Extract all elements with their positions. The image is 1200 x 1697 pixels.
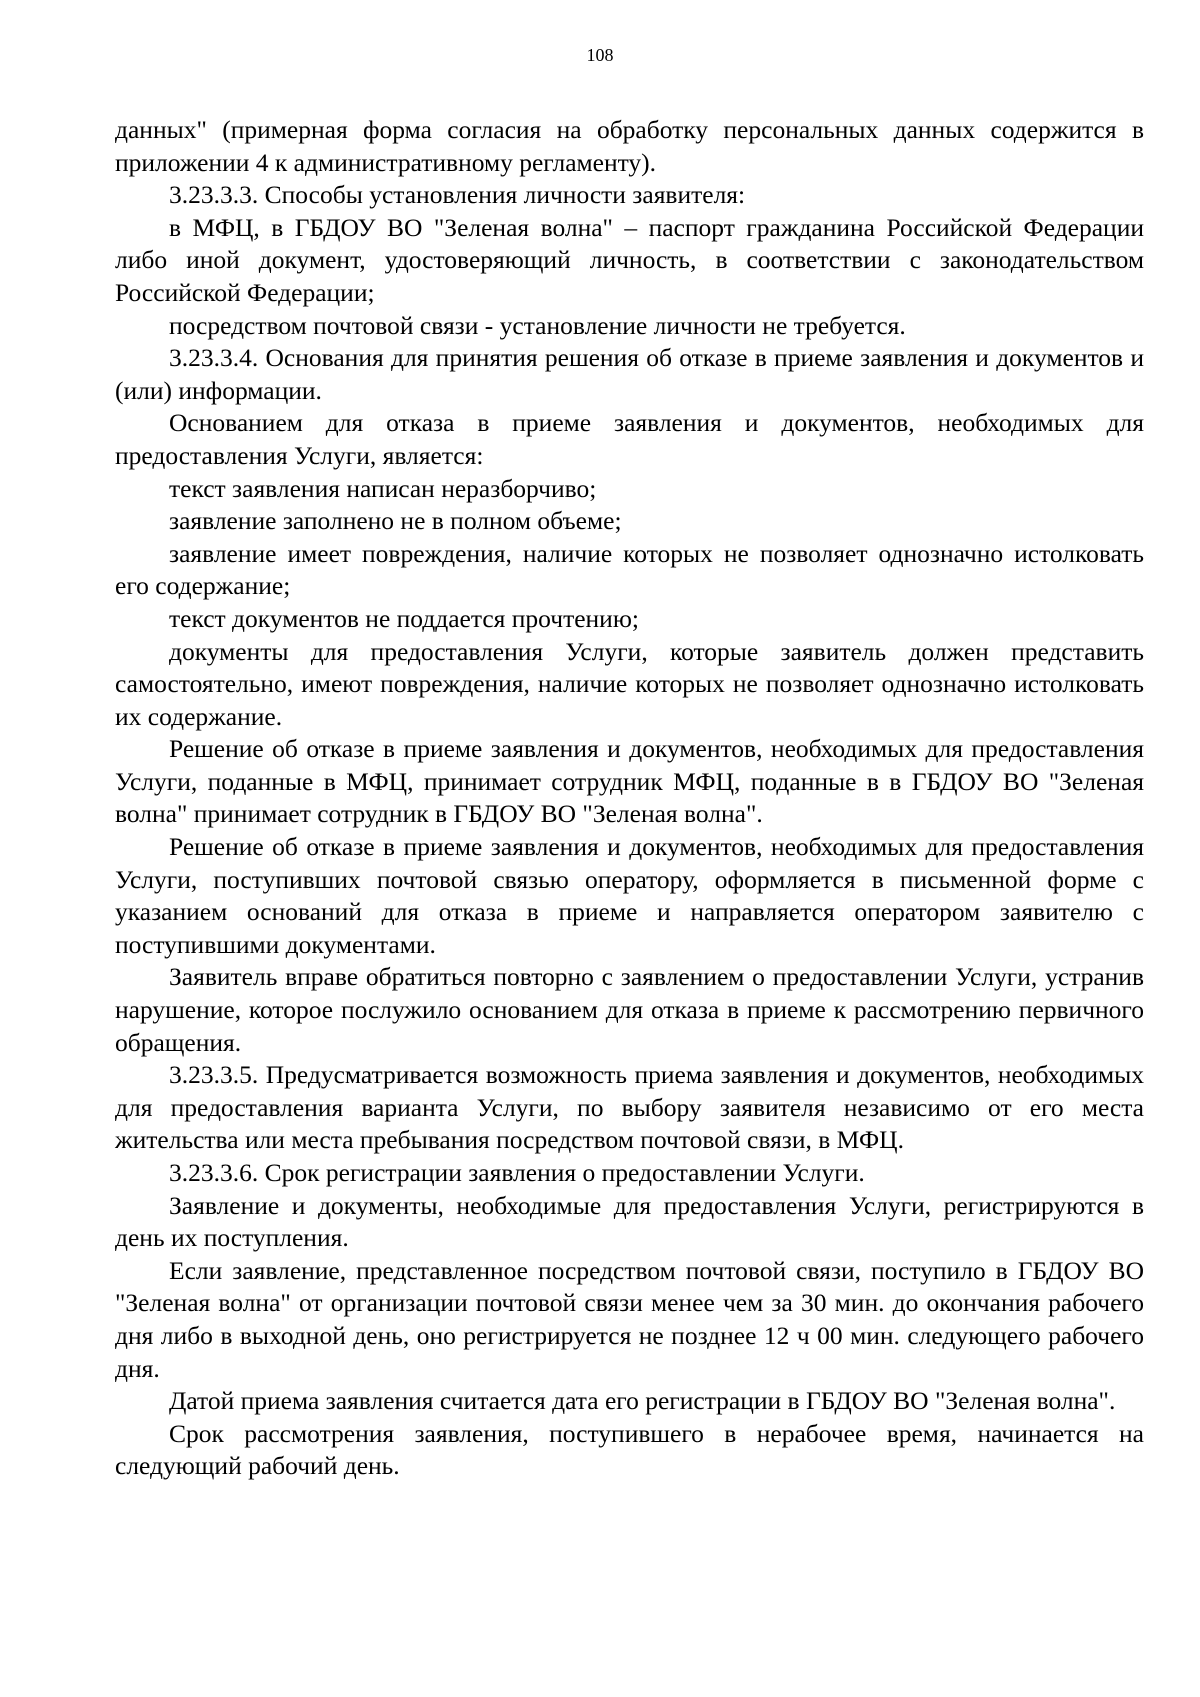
- paragraph-identity-mfc: в МФЦ, в ГБДОУ ВО "Зеленая волна" – паспорт гражданина Российской Федерации либо иной документ, удостоверяющий личность, в соответствии с законодательством Российской Федерации;: [115, 212, 1144, 307]
- paragraph-ground-illegible: текст заявления написан неразборчиво;: [169, 473, 597, 503]
- paragraph-ground-documents-damaged: документы для предоставления Услуги, которые заявитель должен представить самостоятельно, имеют повреждения, наличие которых не позволяет однозначно истолковать их содержание.: [115, 636, 1144, 731]
- paragraph-section-3-23-3-6: 3.23.3.6. Срок регистрации заявления о предоставлении Услуги.: [169, 1158, 865, 1187]
- paragraph-ground-incomplete: заявление заполнено не в полном объеме;: [169, 506, 622, 536]
- paragraph-registration-late: Если заявление, представленное посредством почтовой связи, поступило в ГБДОУ ВО "Зеленая волна" от организации почтовой связи менее чем за 30 мин. до окончания рабочего дня либо в выходной день, оно регистрируется не позднее 12 ч 00 мин. следующего рабочего дня.: [115, 1255, 1144, 1383]
- paragraph-registration-day: Заявление и документы, необходимые для предоставления Услуги, регистрируются в день их поступления.: [115, 1190, 1144, 1253]
- paragraph-ground-damaged: заявление имеет повреждения, наличие которых не позволяет однозначно истолковать его содержание;: [115, 538, 1144, 601]
- paragraph-refusal-grounds: Основанием для отказа в приеме заявления и документов, необходимых для предоставления Услуги, является:: [115, 408, 1144, 470]
- paragraph-section-3-23-3-3: 3.23.3.3. Способы установления личности заявителя:: [169, 180, 746, 210]
- paragraph-section-3-23-3-4: 3.23.3.4. Основания для принятия решения об отказе в приеме заявления и документов и (или) информации.: [115, 343, 1144, 405]
- paragraph-review-period: Срок рассмотрения заявления, поступившего в нерабочее время, начинается на следующий рабочий день.: [115, 1418, 1144, 1481]
- document-body: [115, 114, 1144, 1483]
- paragraph-identity-post: посредством почтовой связи - установление личности не требуется.: [169, 310, 906, 340]
- paragraph-ground-unreadable: текст документов не поддается прочтению;: [169, 603, 639, 633]
- paragraph-reapply: Заявитель вправе обратиться повторно с заявлением о предоставлении Услуги, устранив нарушение, которое послужило основанием для отказа в приеме к рассмотрению первичного обращения.: [115, 962, 1144, 1057]
- paragraph-refusal-decision-post: Решение об отказе в приеме заявления и документов, необходимых для предоставления Услуги, поступивших почтовой связью оператору, оформляется в письменной форме с указанием оснований для отказа в приеме и направляется оператором заявителю с поступившими документами.: [115, 832, 1144, 959]
- paragraph-acceptance-date: Датой приема заявления считается дата его регистрации в ГБДОУ ВО "Зеленая волна".: [169, 1386, 1116, 1416]
- paragraph-continuation: данных" (примерная форма согласия на обработку персональных данных содержится в приложении 4 к административному регламенту).: [115, 115, 1144, 177]
- page-number: 108: [586, 45, 614, 65]
- paragraph-refusal-decision-mfc: Решение об отказе в приеме заявления и документов, необходимых для предоставления Услуги, поданные в МФЦ, принимает сотрудник МФЦ, поданные в в ГБДОУ ВО "Зеленая волна" принимает сотрудник в ГБДОУ ВО "Зеленая волна".: [115, 734, 1144, 829]
- paragraph-section-3-23-3-5: 3.23.3.5. Предусматривается возможность приема заявления и документов, необходимых для предоставления варианта Услуги, по выбору заявителя независимо от его места жительства или места пребывания посредством почтовой связи, в МФЦ.: [115, 1060, 1144, 1155]
